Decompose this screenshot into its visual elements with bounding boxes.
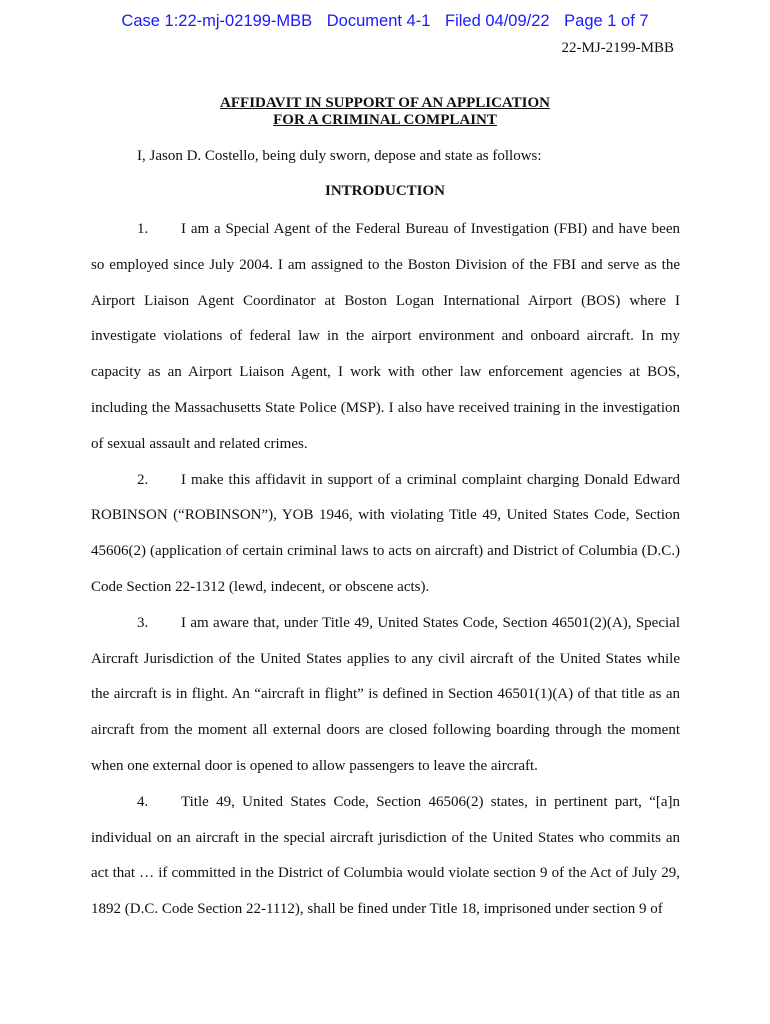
- docket-number: 22-MJ-2199-MBB: [561, 40, 674, 56]
- paragraph-number: 2.: [137, 471, 149, 488]
- section-heading: INTRODUCTION: [324, 183, 445, 199]
- paragraph-2: [91, 463, 680, 606]
- document-number: Document 4-1: [326, 12, 431, 30]
- page-indicator: Page 1 of 7: [564, 12, 649, 30]
- paragraph-number: 3.: [137, 614, 149, 631]
- paragraph-text: I am a Special Agent of the Federal Bureau of Investigation (FBI) and have been so employed since July 2004. I am assigned to the Boston Division of the FBI and serve as the Airport Liaison Agent Coordinator at Boston Logan International Airport (BOS) where I investigate violations of federal law in the airport environment and onboard aircraft. In my capacity as an Airport Liaison Agent, I work with other law enforcement agencies at BOS, including the Massachusetts State Police (MSP). I also have received training in the investigation of sexual assault and related crimes.: [91, 221, 680, 452]
- paragraph-text: Title 49, United States Code, Section 46506(2) states, in pertinent part, “[a]n individual on an aircraft in the special aircraft jurisdiction of the United States who commits an act that … if committed in the District of Columbia would violate section 9 of the Act of July 29, 1892 (D.C. Code Section 22-1112), shall be fined under Title 18, imprisoned under section 9 of: [91, 793, 680, 918]
- title-line-1: AFFIDAVIT IN SUPPORT OF AN APPLICATION: [220, 95, 550, 111]
- paragraph-text: I am aware that, under Title 49, United States Code, Section 46501(2)(A), Special Aircraft Jurisdiction of the United States applies to any civil aircraft of the United States while the aircraft is in flight. An “aircraft in flight” is defined in Section 46501(1)(A) of that title as an aircraft from the moment all external doors are closed following boarding through the moment when one external door is opened to allow passengers to leave the aircraft.: [91, 614, 680, 774]
- paragraph-number: 4.: [137, 793, 149, 810]
- paragraph-number: 1.: [137, 221, 149, 237]
- title-line-2: FOR A CRIMINAL COMPLAINT: [273, 112, 497, 128]
- document-body: [91, 212, 680, 928]
- document-title: [0, 95, 770, 129]
- filed-date: Filed 04/09/22: [445, 12, 550, 30]
- paragraph-1: [91, 212, 680, 463]
- court-filing-stamp: [0, 12, 770, 31]
- affiant-statement: I, Jason D. Costello, being duly sworn, depose and state as follows:: [137, 148, 542, 164]
- paragraph-text: I make this affidavit in support of a criminal complaint charging Donald Edward ROBINSON (“ROBINSON”), YOB 1946, with violating Title 49, United States Code, Section 45606(2) (application of certain criminal laws to acts on aircraft) and District of Columbia (D.C.) Code Section 22-1312 (lewd, indecent, or obscene acts).: [91, 471, 680, 595]
- paragraph-4: [91, 785, 680, 928]
- case-number: Case 1:22-mj-02199-MBB: [121, 12, 313, 30]
- paragraph-3: [91, 606, 680, 785]
